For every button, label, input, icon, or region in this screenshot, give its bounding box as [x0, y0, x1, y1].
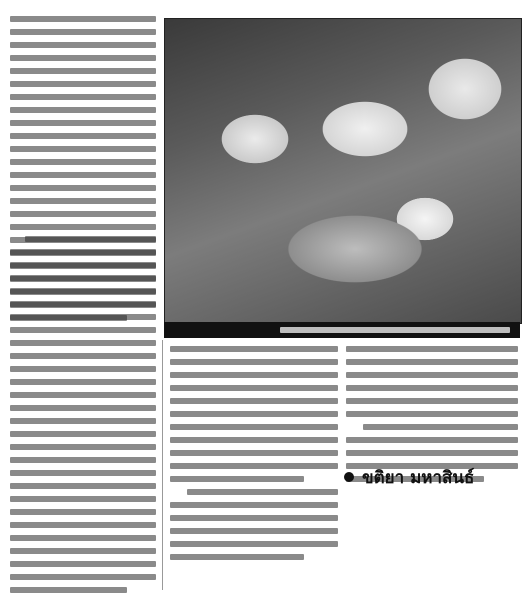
- text-line: [346, 437, 518, 443]
- text-line: [10, 496, 156, 502]
- text-line: [10, 211, 156, 217]
- text-line: [170, 554, 304, 560]
- text-line: [170, 515, 338, 521]
- text-line: [170, 437, 338, 443]
- text-line: [10, 288, 156, 294]
- text-line: [10, 133, 156, 139]
- text-line: [170, 502, 338, 508]
- text-line: [170, 528, 338, 534]
- caption-text-line: [280, 327, 510, 333]
- middle-column: [170, 346, 338, 567]
- text-line: [10, 327, 156, 333]
- text-line: [170, 359, 338, 365]
- text-line: [10, 535, 156, 541]
- text-line: [10, 405, 156, 411]
- text-line: [10, 561, 156, 567]
- text-line: [10, 198, 156, 204]
- text-line: [10, 107, 156, 113]
- text-line: [10, 431, 156, 437]
- byline-bullet-icon: [344, 472, 354, 482]
- text-line: [10, 301, 156, 307]
- text-line: [10, 522, 156, 528]
- text-line: [10, 146, 156, 152]
- article-photo: [164, 18, 522, 324]
- text-line: [10, 16, 156, 22]
- text-line: [170, 424, 338, 430]
- text-line: [10, 68, 156, 74]
- text-line: [170, 476, 304, 482]
- text-line: [170, 541, 338, 547]
- text-line: [25, 236, 156, 242]
- text-line: [10, 353, 156, 359]
- text-line: [363, 424, 518, 430]
- text-line: [170, 346, 338, 352]
- byline: ขติยา มหาสินธ์: [362, 467, 475, 488]
- text-line: [10, 366, 156, 372]
- text-line: [10, 509, 156, 515]
- text-line: [10, 55, 156, 61]
- text-line: [346, 450, 518, 456]
- text-line: [10, 81, 156, 87]
- text-line: [10, 457, 156, 463]
- text-line: [170, 385, 338, 391]
- column-divider: [162, 340, 163, 590]
- text-line: [346, 398, 518, 404]
- text-line: [10, 172, 156, 178]
- left-column-bottom: [10, 236, 156, 600]
- text-line: [187, 489, 338, 495]
- text-line: [10, 418, 156, 424]
- text-line: [10, 262, 156, 268]
- text-line: [10, 548, 156, 554]
- text-line: [170, 372, 338, 378]
- text-line: [346, 411, 518, 417]
- text-line: [10, 275, 156, 281]
- text-line: [10, 340, 156, 346]
- text-line: [10, 470, 156, 476]
- text-line: [10, 483, 156, 489]
- text-line: [10, 29, 156, 35]
- text-line: [346, 385, 518, 391]
- text-line: [10, 444, 156, 450]
- text-line: [10, 314, 156, 320]
- text-line: [10, 42, 156, 48]
- text-line: [346, 372, 518, 378]
- text-line: [10, 224, 156, 230]
- text-line: [10, 574, 156, 580]
- text-line: [10, 185, 156, 191]
- byline-block: [344, 466, 520, 488]
- text-line: [346, 359, 518, 365]
- text-line: [10, 120, 156, 126]
- text-line: [170, 411, 338, 417]
- text-line: [170, 398, 338, 404]
- text-line: [10, 159, 156, 165]
- photo-caption: [164, 322, 520, 338]
- text-line: [10, 392, 156, 398]
- text-line: [10, 587, 127, 593]
- text-line: [346, 346, 518, 352]
- text-line: [10, 94, 156, 100]
- text-line: [170, 450, 338, 456]
- text-line: [10, 379, 156, 385]
- text-line: [10, 249, 156, 255]
- text-line: [170, 463, 338, 469]
